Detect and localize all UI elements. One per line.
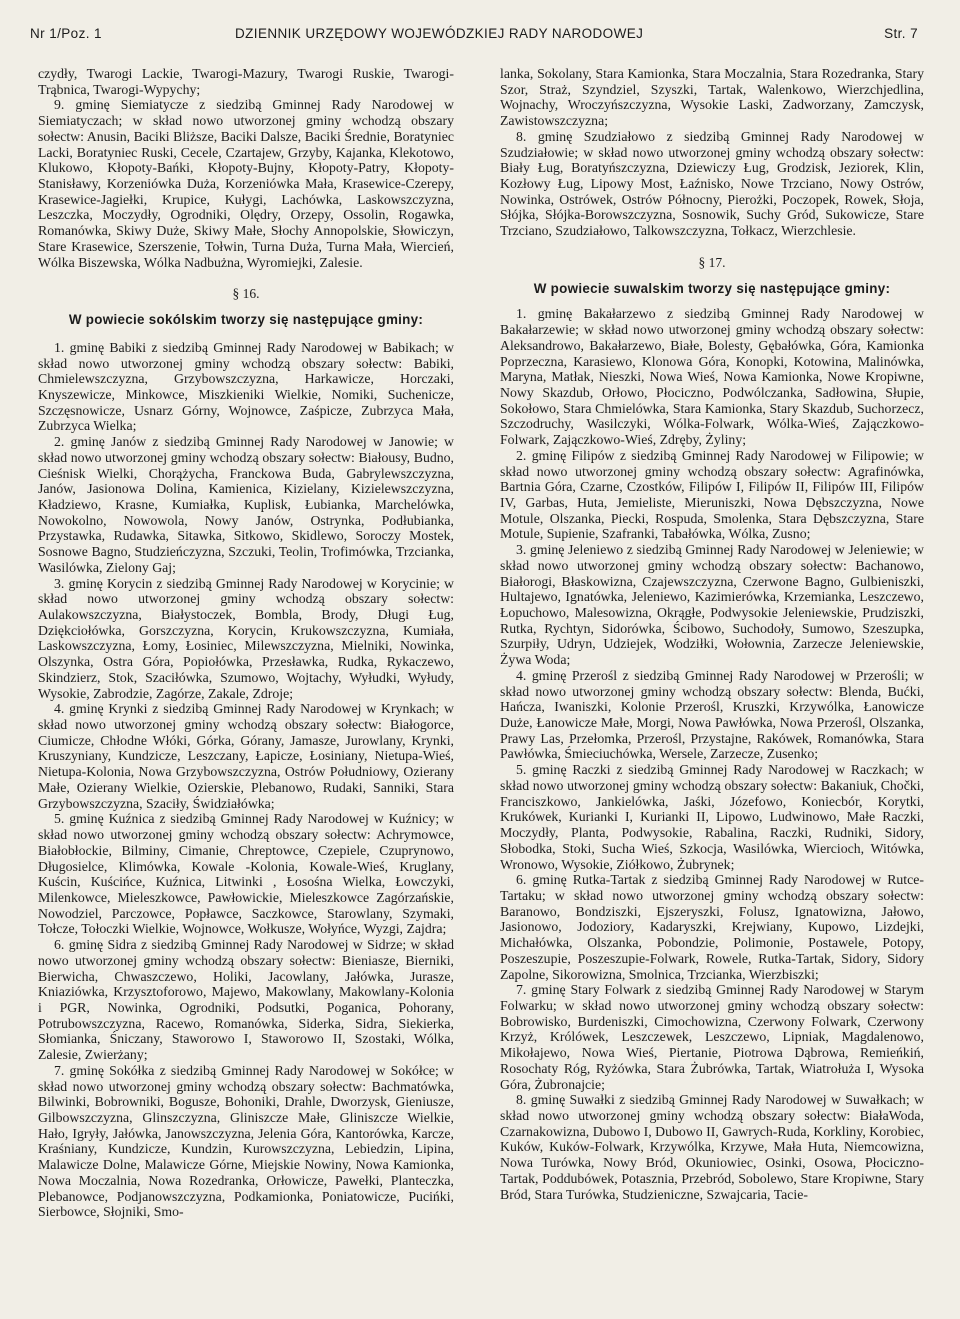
list-item: 2. gminę Filipów z siedzibą Gminnej Rady Narodowej w Filipowie; w skład nowo utworzonej gminy wchodzą obszary sołectw: Agrafinówka, Bartnia Góra, Czarne, Czostków, Filipów I, Filipów II, Filipów III, Filipów IV, Garbas, Huta, Jemieliste, Mieruniszki, Nowa Dębszczyzna, Nowe Motule, Olszanka, Piecki, Rospuda, Smolenka, Stara Dębszczyzna, Stare Motule, Supienie, Szafranki, Tabałówka, Wólka, Zusno; bbox=[500, 447, 924, 542]
list-item: 1. gminę Babiki z siedzibą Gminnej Rady Narodowej w Babikach; w skład nowo utworzonej gminy wchodzą obszary sołectw: Babiki, Chmielewszczyzna, Grzybowszczyzna, Harkawicze, Horczaki, Knyszewicze, Minkowce, Miszkieniki Wielkie, Nomiki, Suchenicze, Szczęsnowicze, Usnarz Górny, Wojnowce, Zaśpicze, Zubrzyca Mała, Zubrzyca Wielka; bbox=[38, 339, 454, 434]
issue-number: Nr 1/Poz. 1 bbox=[30, 26, 102, 41]
paragraph: lanka, Sokolany, Stara Kamionka, Stara Moczalnia, Stara Rozedranka, Stary Szor, Straż, Szyndziel, Szyszki, Tartak, Walenkowo, Wierzchjedlina, Wojnachy, Wroczyńszczyzna, Wysokie Laski, Zadworzany, Zamczysk, Zawistowszczyzna; bbox=[500, 66, 924, 129]
list-item: 4. gminę Przerośl z siedzibą Gminnej Rady Narodowej w Przerośli; w skład nowo utworzonej gminy wchodzą obszary sołectw: Blenda, Bućki, Hańcza, Iwaniszki, Kolonie Przerośl, Kruszki, Krzywólka, Łanowicze Duże, Łanowicze Małe, Morgi, Nowa Pawłówka, Nowa Przerośl, Olszanka, Prawy Las, Przełomka, Przerośl, Przystajne, Rakówek, Romanówka, Stara Pawłówka, Śmieciuchówka, Wersele, Zarzecze, Zusenko; bbox=[500, 667, 924, 762]
list-item: 3. gminę Jeleniewo z siedzibą Gminnej Rady Narodowej w Jeleniewie; w skład nowo utworzonej gminy wchodzą obszary sołectw: Bachanowo, Białorogi, Błaskowizna, Czajewszczyzna, Czerwone Bagno, Gulbieniszki, Hultajewo, Ignatówka, Jeleniewo, Kazimierówka, Krzemianka, Leszczewo, Łopuchowo, Malesowizna, Okrągłe, Podwysokie Jeleniewskie, Prudziszki, Rutka, Rychtyn, Sidorówka, Ścibowo, Suchodoły, Sumowo, Szeszupka, Szurpiły, Udryn, Udziejek, Wodziłki, Wołownia, Zarzecze Jeleniewskie, Żywa Woda; bbox=[500, 542, 924, 668]
list-item: 6. gminę Rutka-Tartak z siedzibą Gminnej Rady Narodowej w Rutce-Tartaku; w skład nowo utworzonej gminy wchodzą obszary sołectw: Baranowo, Bondziszki, Ejszeryszki, Folusz, Ignatowizna, Jałowo, Jasionowo, Jodoziory, Kadaryszki, Krejwiany, Kupowo, Lizdejki, Michałówka, Olszanka, Pobondzie, Polimonie, Postawele, Potopy, Poszeszupie, Poszeszupie-Folwark, Rowele, Rutka-Tartak, Sidory, Sidory Zapolne, Sikorowizna, Smolnica, Trzcianka, Wierzbiszki; bbox=[500, 872, 924, 982]
list-item: 5. gminę Kuźnica z siedzibą Gminnej Rady Narodowej w Kuźnicy; w skład nowo utworzonej gminy wchodzą obszary sołectw: Achrymowce, Białobłockie, Bilminy, Cimanie, Chreptowce, Czepiele, Czuprynowo, Długosielce, Klimówka, Kowale -Kolonia, Kowale-Wieś, Kruglany, Kuścin, Kuścińce, Kuźnica, Litwinki , Łosośna Wielka, Łowczyki, Milenkowce, Mieleszkowce, Pawłowickie, Mieleszkowce Zagórzańskie, Nowodziel, Parczowce, Popławce, Saczkowce, Starowlany, Szymaki, Tołcze, Tołoczki Wielkie, Wojnowce, Wołkusze, Wołyńce, Wyzgi, Zajdra; bbox=[38, 811, 454, 937]
page-number: Str. 7 bbox=[884, 26, 918, 41]
list-item: 8. gminę Suwałki z siedzibą Gminnej Rady Narodowej w Suwałkach; w skład nowo utworzonej gminy wchodzą obszary sołectw: BiałaWoda, Czarnakowizna, Dubowo I, Dubowo II, Gawrych-Ruda, Korkliny, Korobiec, Kuków, Kuków-Folwark, Krzywólka, Krzywe, Mała Huta, Niemcowizna, Nowa Turówka, Nowy Bród, Okuniowiec, Osinki, Osowa, Płociczno-Tartak, Poddubówek, Potasznia, Przebród, Sobolewo, Stare Kropiwne, Stary Bród, Stara Turówka, Studzieniczne, Szwajcaria, Tacie- bbox=[500, 1092, 925, 1202]
right-column bbox=[500, 66, 924, 1202]
paragraph: 9. gminę Siemiatycze z siedzibą Gminnej Rady Narodowej w Siemiatyczach; w skład nowo utworzonej gminy wchodzą obszary sołectw: Anusin, Baciki Bliższe, Baciki Dalsze, Baciki Średnie, Boratyniec Lacki, Boratyniec Ruski, Cecele, Czartajew, Grzyby, Kajanka, Klekotowo, Klukowo, Kłopoty-Bańki, Kłopoty-Bujny, Kłopoty-Patry, Kłopoty-Stanisławy, Korzeniówka Duża, Korzeniówka Mała, Krasewice-Czerepy, Krasewice-Jagiełki, Krupice, Kułygi, Lachówka, Laskowszczyzna, Leszczka, Moczydły, Ogrodniki, Olędry, Orzepy, Ossolin, Rogawka, Romanówka, Skiwy Duże, Skiwy Małe, Słochy Annopolskie, Słowiczyn, Stare Krasewice, Szerszenie, Tołwin, Turna Duża, Turna Mała, Wiercień, Wólka Biszewska, Wólka Nadbużna, Wyromiejki, Zalesie. bbox=[38, 97, 454, 270]
paragraph: czydły, Twarogi Lackie, Twarogi-Mazury, Twarogi Ruskie, Twarogi-Trąbnica, Twarogi-Wypychy; bbox=[38, 66, 454, 97]
list-item: 6. gminę Sidra z siedzibą Gminnej Rady Narodowej w Sidrze; w skład nowo utworzonej gminy wchodzą obszary sołectw: Bieniasze, Bierniki, Bierwicha, Chwaszczewo, Holiki, Jacowlany, Jałówka, Jurasze, Kniaziówka, Krzysztoforowo, Majewo, Makowlany, Makowlany-Kolonia i PGR, Nowinka, Ogrodniki, Podsutki, Poganica, Pohorany, Potrubowszczyzna, Racewo, Romanówka, Siderka, Sidra, Siekierka, Słomianka, Śniczany, Staworowo I, Staworowo II, Szostaki, Wólka, Zalesie, Zwierżany; bbox=[38, 937, 454, 1063]
left-column bbox=[38, 66, 454, 1220]
section-heading: W powiecie sokólskim tworzy się następujące gminy: bbox=[68, 312, 424, 328]
page-header bbox=[30, 26, 930, 46]
paragraph: 8. gminę Szudziałowo z siedzibą Gminnej Rady Narodowej w Szudziałowie; w skład nowo utworzonej gminy wchodzą obszary sołectw: Biały Ług, Boratyńszczyzna, Dziewiczy Ług, Grodzisk, Jeziorek, Klin, Kozłowy Ług, Lipowy Most, Łaźnisko, Nowe Trzciano, Nowy Ostrów, Nowinka, Ostrówek, Ostrów Północny, Pierożki, Poczopek, Rowek, Słoja, Słójka, Słójka-Borowszczyzna, Sosnowik, Suchy Gród, Sukowicze, Stare Trzciano, Szudziałowo, Talkowszczyzna, Tołkacz, Wierzchlesie. bbox=[500, 128, 924, 239]
list-item: 4. gminę Krynki z siedzibą Gminnej Rady Narodowej w Krynkach; w skład nowo utworzonej gminy wchodzą obszary sołectw: Białogorce, Ciumicze, Chłodne Włóki, Górka, Górany, Jamasze, Jurowlany, Krynki, Kruszyniany, Kundzicze, Leszczany, Łapicze, Łosiniany, Nietupa-Wieś, Nietupa-Kolonia, Nowa Grzybowszczyzna, Ostrów Południowy, Ozierany Małe, Ozierany Wielkie, Ozierskie, Plebanowo, Rudaki, Sanniki, Stara Grzybowszczyzna, Szaciły, Świdziałówka; bbox=[38, 701, 454, 811]
section-number: § 17. bbox=[698, 254, 726, 270]
section-heading: W powiecie suwalskim tworzy się następujące gminy: bbox=[533, 280, 891, 296]
list-item: 1. gminę Bakałarzewo z siedzibą Gminnej Rady Narodowej w Bakałarzewie; w skład nowo utworzonej gminy wchodzą obszary sołectw: Aleksandrowo, Bakałarzewo, Białe, Bolesty, Gębałówka, Góra, Kamionka Poprzeczna, Karasiewo, Klonowa Góra, Konopki, Kotowina, Malinówka, Maryna, Matłak, Nieszki, Nowa Wieś, Nowa Kamionka, Nowe Kropiwne, Nowy Skazdub, Orłowo, Płociczno, Podwólczanka, Sadłowina, Słupie, Sokołowo, Stara Chmielówka, Stara Kamionka, Stary Skazdub, Suchorzecz, Szczodruchy, Wasilczyki, Wólka-Folwark, Wólka-Wieś, Zajączkowo-Folwark, Zajączkowo-Wieś, Zdręby, Żyliny; bbox=[500, 306, 924, 448]
section-number: § 16. bbox=[232, 286, 260, 302]
list-item: 7. gminę Stary Folwark z siedzibą Gminnej Rady Narodowej w Starym Folwarku; w skład nowo utworzonej gminy wchodzą obszary sołectw: Bobrowisko, Burdeniszki, Cimochowizna, Czerwony Folwark, Czerwony Krzyż, Królówek, Leszczewek, Leszczewo, Lipniak, Magdalenowo, Mikołajewo, Nowa Wieś, Piertanie, Piotrowa Dąbrowa, Remieńkiń, Rosochaty Róg, Ryżówka, Stara Żubrówka, Tartak, Wiatrołuża I, Wysoka Góra, Żubronajcie; bbox=[500, 982, 924, 1092]
list-item: 3. gminę Korycin z siedzibą Gminnej Rady Narodowej w Korycinie; w skład nowo utworzonej gminy wchodzą obszary sołectw: Aulakowszczyzna, Białystoczek, Bombla, Brody, Długi Ług, Dziękciołówka, Gorszczyzna, Korycin, Krukowszczyzna, Kumiała, Laskowszczyzna, Łomy, Łosiniec, Milewszczyzna, Mielniki, Nowinka, Olszynka, Ostra Góra, Popiołówka, Przesławka, Rudka, Rykaczewo, Skindzierz, Stok, Szaciłówka, Szumowo, Wojtachy, Wyłudki, Wyłudy, Wysokie, Zabrodzie, Zagórze, Zakale, Zdroje; bbox=[38, 575, 454, 701]
list-item: 2. gminę Janów z siedzibą Gminnej Rady Narodowej w Janowie; w skład nowo utworzonej gminy wchodzą obszary sołectw: Białousy, Budno, Cieśnisk Wielki, Chorążycha, Franckowa Buda, Gabrylewszczyzna, Janów, Jasionowa Dolina, Kamienica, Kizielany, Kizielewszczyzna, Kładziewo, Krasne, Kumiałka, Kuplisk, Łubianka, Marchelówka, Nowokolno, Nowowola, Nowy Janów, Ostrynka, Podłubianka, Przystawka, Rudawka, Sitawka, Sitkowo, Skidlewo, Soroczy Mostek, Sosnowe Bagno, Studzieńczyzna, Szczuki, Teolin, Trofimówka, Trzcianka, Wasilówka, Zielony Gaj; bbox=[38, 434, 454, 575]
journal-title: DZIENNIK URZĘDOWY WOJEWÓDZKIEJ RADY NARODOWEJ bbox=[235, 26, 644, 41]
list-item: 7. gminę Sokółka z siedzibą Gminnej Rady Narodowej w Sokółce; w skład nowo utworzonej gminy wchodzą obszary sołectw: Bachmatówka, Bilwinki, Bobrowniki, Bogusze, Bohoniki, Drahle, Dworzysk, Gieniusze, Gilbowszczyzna, Glinszczyzna, Gliniszcze Małe, Gliniszcze Wielkie, Hało, Igryły, Jałówka, Janowszczyzna, Jelenia Góra, Kantorówka, Karcze, Kraśniany, Kundzicze, Kundzin, Kurowszczyzna, Lebiedzin, Lipina, Malawicze Dolne, Malawicze Górne, Miejskie Nowiny, Nowa Kamionka, Nowa Moczalnia, Nowa Rozedranka, Orłowicze, Pawełki, Planteczka, Plebanowce, Podjanowszczyzna, Podkamionka, Poniatowicze, Pucińki, Sierbowce, Słojniki, Smo- bbox=[38, 1062, 454, 1220]
list-item: 5. gminę Raczki z siedzibą Gminnej Rady Narodowej w Raczkach; w skład nowo utworzonej gminy wchodzą obszary sołectw: Bakaniuk, Chočki, Franciszkowo, Jankielówka, Jaśki, Józefowo, Koniecbór, Korytki, Krukówek, Kurianki I, Kurianki II, Lipowo, Ludwinowo, Małe Raczki, Moczydły, Planta, Podwysokie, Rabalina, Raczki, Rudniki, Sidory, Słobodka, Stoki, Sucha Wieś, Szkocja, Wasilówka, Wiercioch, Witówka, Wronowo, Wysokie, Ziółkowo, Żubrynek; bbox=[500, 762, 924, 872]
